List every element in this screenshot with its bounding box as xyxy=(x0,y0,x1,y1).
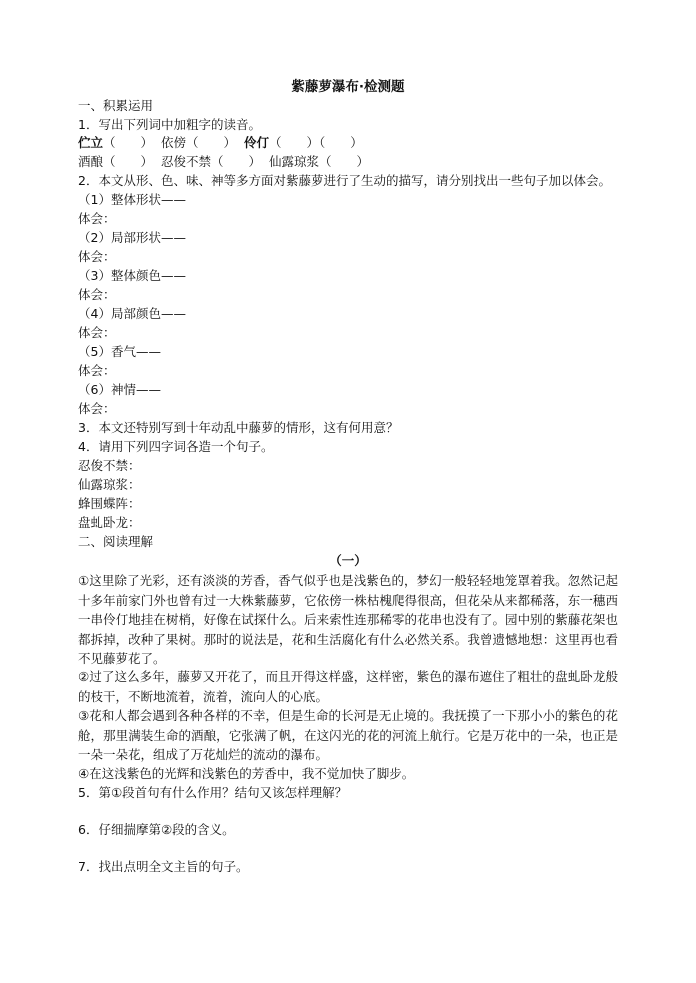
question-2: 2．本文从形、色、味、神等多方面对紫藤萝进行了生动的描写，请分别找出一些句子加以体会。 xyxy=(78,173,611,188)
word-lingding: 伶仃 xyxy=(243,135,269,150)
blank: （ ） xyxy=(186,135,237,150)
word-jiuniang: 酒酿 xyxy=(78,154,104,169)
question-4: 4．请用下列四字词各造一个句子。 xyxy=(78,439,274,454)
word-renjunbujin: 忍俊不禁 xyxy=(160,154,211,169)
word-xianluqiongjiang: 仙露琼浆 xyxy=(268,154,319,169)
question-6: 6．仔细揣摩第②段的含义。 xyxy=(78,822,235,837)
q2-item: （4）局部颜色—— xyxy=(78,306,186,321)
question-7: 7．找出点明全文主旨的句子。 xyxy=(78,859,249,874)
passage-paragraph-4: ④在这浅紫色的光辉和浅紫色的芳香中，我不觉加快了脚步。 xyxy=(78,766,415,781)
q4-item: 仙露琼浆： xyxy=(78,477,141,492)
blank: （ ） xyxy=(103,154,154,169)
q4-item: 忍俊不禁： xyxy=(78,458,141,473)
q2-item: 体会： xyxy=(78,287,116,302)
q1-row-1 xyxy=(78,134,363,152)
q2-item: （1）整体形状—— xyxy=(78,192,186,207)
section-heading-reading: 二、阅读理解 xyxy=(78,534,154,549)
section-heading-accumulation: 一、积累运用 xyxy=(78,98,154,113)
q2-item: （3）整体颜色—— xyxy=(78,268,186,283)
passage-paragraph-2: ②过了这么多年，藤萝又开花了，而且开得这样盛，这样密，紫色的瀑布遮住了粗壮的盘虬卧龙般的枝干，不断地流着，流着，流向人的心底。 xyxy=(78,669,618,704)
question-1: 1．写出下列词中加粗字的读音。 xyxy=(78,117,261,132)
word-zhuli: 伫立 xyxy=(78,135,104,150)
passage-paragraph-1: ①这里除了光彩，还有淡淡的芳香，香气似乎也是浅紫色的，梦幻一般轻轻地笼罩着我。忽然记起十多年前家门外也曾有过一大株紫藤萝，它依傍一株枯槐爬得很高，但花朵从来都稀落，东一穗西一串伶仃地挂在树梢，好像在试探什么。后来索性连那稀零的花串也没有了。园中别的紫藤花架也都拆掉，改种了果树。那时的说法是，花和生活腐化有什么必然关系。我曾遗憾地想：这里再也看不见藤萝花了。 xyxy=(78,573,618,666)
blank: （ ） xyxy=(211,154,262,169)
blank: （ ）（ ） xyxy=(268,135,363,150)
q1-row-2 xyxy=(78,153,369,171)
blank: （ ） xyxy=(103,135,154,150)
question-3: 3．本文还特别写到十年动乱中藤萝的情形，这有何用意？ xyxy=(78,420,399,435)
q4-item: 盘虬卧龙： xyxy=(78,515,141,530)
q2-item: 体会： xyxy=(78,249,116,264)
q2-item: 体会： xyxy=(78,363,116,378)
word-yibang: 依傍 xyxy=(160,135,186,150)
q4-item: 蜂围蝶阵： xyxy=(78,496,141,511)
q2-item: 体会： xyxy=(78,401,116,416)
q2-item: 体会： xyxy=(78,325,116,340)
passage-label: （一） xyxy=(329,553,367,568)
q2-item: 体会： xyxy=(78,211,116,226)
passage-paragraph-3: ③花和人都会遇到各种各样的不幸，但是生命的长河是无止境的。我抚摸了一下那小小的紫色的花舱，那里满装生命的酒酿，它张满了帆，在这闪光的花的河流上航行。它是万花中的一朵，也正是一朵一朵花，组成了万花灿烂的流动的瀑布。 xyxy=(78,708,618,762)
q2-item: （2）局部形状—— xyxy=(78,230,186,245)
q2-item: （6）神情—— xyxy=(78,382,161,397)
question-5: 5．第①段首句有什么作用？结句又该怎样理解？ xyxy=(78,785,348,800)
blank: （ ） xyxy=(318,154,369,169)
page-title: 紫藤萝瀑布·检测题 xyxy=(291,79,405,95)
q2-item: （5）香气—— xyxy=(78,344,161,359)
